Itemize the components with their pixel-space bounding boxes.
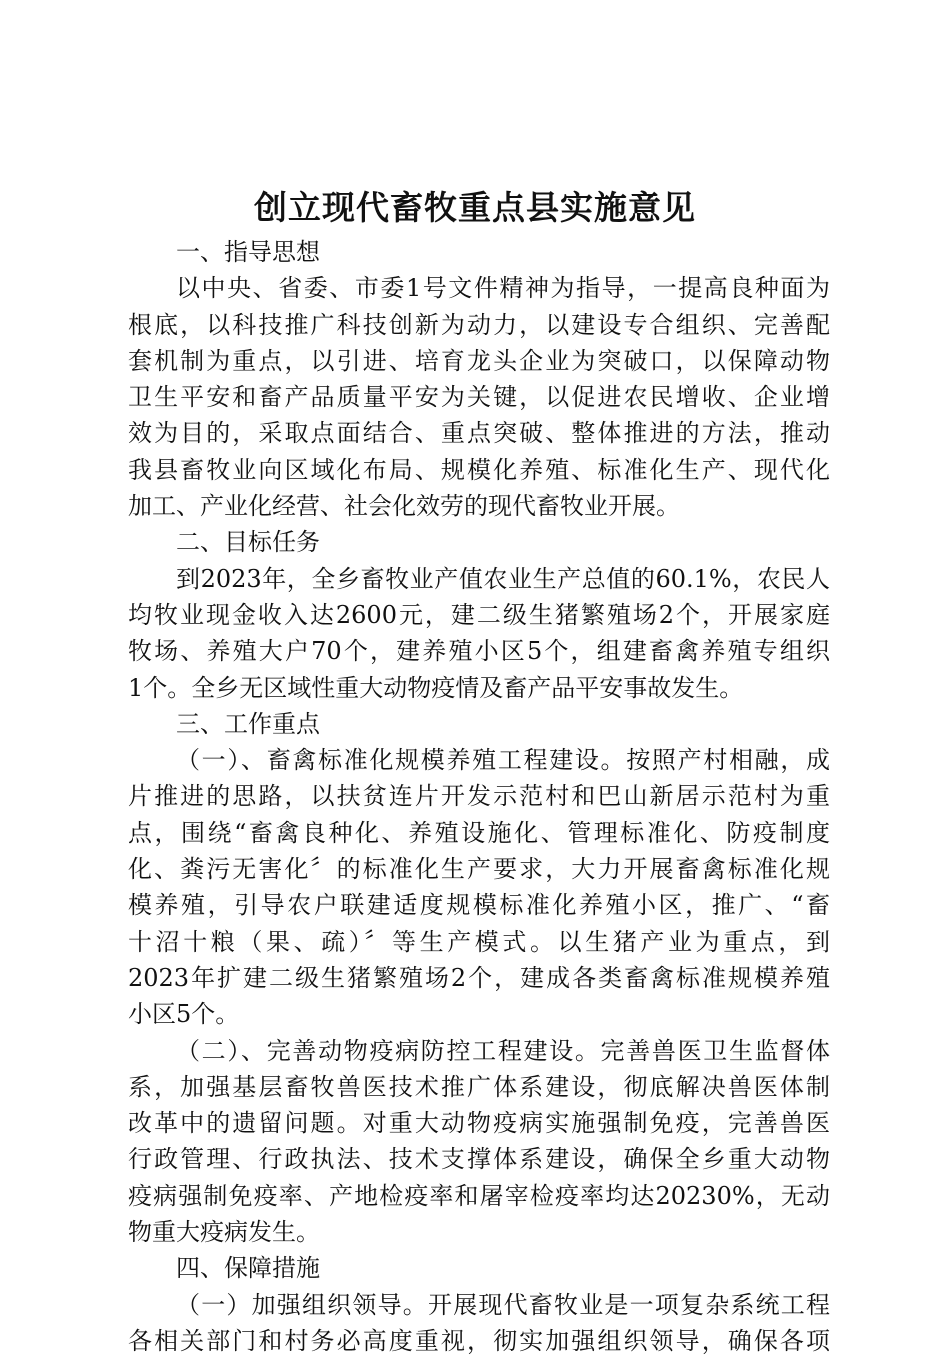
text-line: 小区5个。 <box>128 1000 240 1029</box>
text-line: 疫病强制免疫率、产地检疫率和屠宰检疫率均达20230%，无动 <box>128 1181 830 1210</box>
text-line: 模养殖，引导农户联建适度规模标准化养殖小区，推广、“畜 <box>128 891 830 920</box>
text-line: 四、保障措施 <box>176 1254 320 1283</box>
text-line: 化、粪污无害化〞的标准化生产要求，大力开展畜禽标准化规 <box>128 855 830 884</box>
text-line: 到2023年，全乡畜牧业产值农业生产总值的60.1%，农民人 <box>176 564 830 593</box>
text-line: 加工、产业化经营、社会化效劳的现代畜牧业开展。 <box>128 492 680 521</box>
text-line: 系，加强基层畜牧兽医技术推广体系建设，彻底解决兽医体制 <box>128 1072 830 1101</box>
text-line: 二、目标任务 <box>176 528 320 557</box>
text-line: 行政管理、行政执法、技术支撑体系建设，确保全乡重大动物 <box>128 1145 830 1174</box>
text-line: 我县畜牧业向区域化布局、规模化养殖、标准化生产、现代化 <box>128 455 830 484</box>
text-line: 2023年扩建二级生猪繁殖场2个，建成各类畜禽标准规模养殖 <box>128 963 830 992</box>
text-line: 以中央、省委、市委1号文件精神为指导，一提高良种面为 <box>176 274 830 303</box>
text-line: 卫生平安和畜产品质量平安为关键，以促进农民增收、企业增 <box>128 383 830 412</box>
text-line: （二）、完善动物疫病防控工程建设。完善兽医卫生监督体 <box>176 1036 830 1065</box>
text-line: 改革中的遗留问题。对重大动物疫病实施强制免疫，完善兽医 <box>128 1109 830 1138</box>
text-line: 各相关部门和村务必高度重视，彻实加强组织领导，确保各项 <box>128 1326 830 1355</box>
text-line: 均牧业现金收入达2600元，建二级生猪繁殖场2个，开展家庭 <box>128 600 830 629</box>
text-line: 片推进的思路，以扶贫连片开发示范村和巴山新居示范村为重 <box>128 782 830 811</box>
text-line: 十沼十粮（果、疏）〞等生产模式。以生猪产业为重点，到 <box>128 927 830 956</box>
document-body <box>128 234 830 1359</box>
text-line: 根底，以科技推广科技创新为动力，以建设专合组织、完善配 <box>128 310 830 339</box>
text-line: 1个。全乡无区域性重大动物疫情及畜产品平安事故发生。 <box>128 673 744 702</box>
text-line: 点，围绕“畜禽良种化、养殖设施化、管理标准化、防疫制度 <box>128 818 830 847</box>
text-line: 效为目的，采取点面结合、重点突破、整体推进的方法，推动 <box>128 419 830 448</box>
text-line: 一、指导思想 <box>176 238 320 266</box>
text-line: 三、工作重点 <box>176 709 320 738</box>
text-line: （一）、畜禽标准化规模养殖工程建设。按照产村相融，成 <box>176 746 830 775</box>
text-line: 牧场、养殖大户70个，建养殖小区5个，组建畜禽养殖专组织 <box>128 637 830 666</box>
text-line: 套机制为重点，以引进、培育龙头企业为突破口，以保障动物 <box>128 346 830 375</box>
text-line: 物重大疫病发生。 <box>128 1218 320 1247</box>
text-line: （一）加强组织领导。开展现代畜牧业是一项复杂系统工程 <box>176 1290 830 1319</box>
document-title: 创立现代畜牧重点县实施意见 <box>254 188 696 227</box>
